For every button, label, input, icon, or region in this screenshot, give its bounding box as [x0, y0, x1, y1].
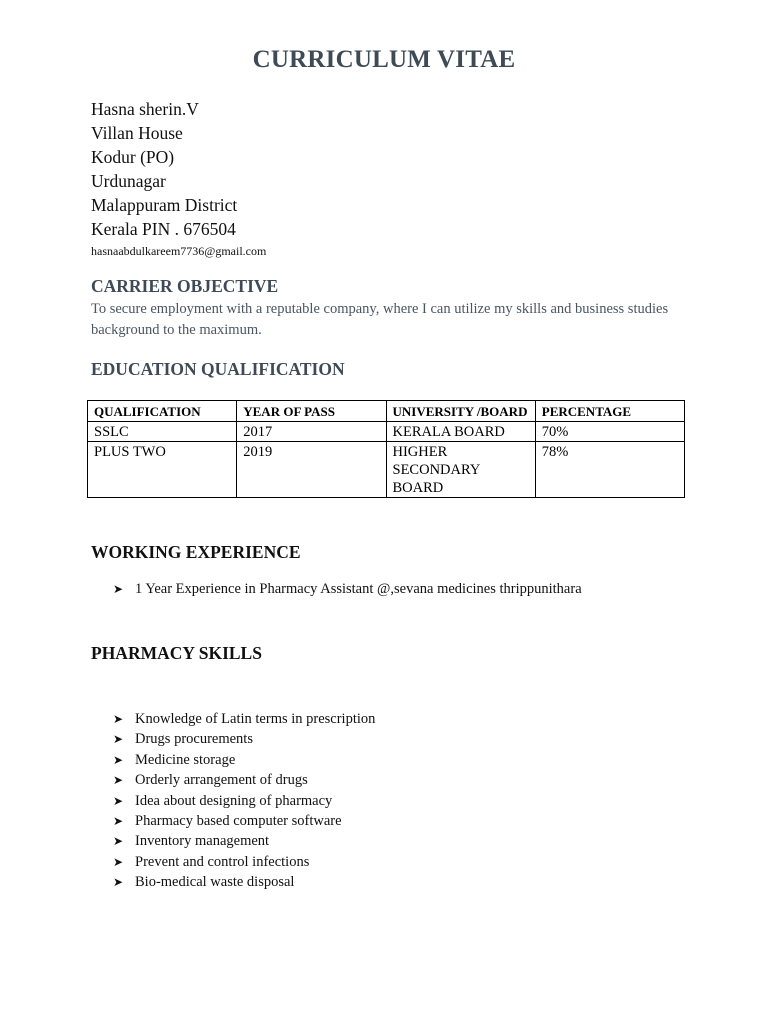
- list-item: [113, 729, 375, 749]
- arrowhead-bullet-icon: ➤: [113, 814, 124, 829]
- table-cell: 2017: [237, 422, 386, 442]
- list-item: [113, 709, 375, 729]
- col-header-board: UNIVERSITY /BOARD: [386, 401, 535, 422]
- table-cell: 70%: [535, 422, 684, 442]
- col-header-qualification: QUALIFICATION: [88, 401, 237, 422]
- table-cell: PLUS TWO: [88, 442, 237, 498]
- table-row: [88, 422, 685, 442]
- arrowhead-bullet-icon: ➤: [113, 834, 124, 849]
- address-district: Malappuram District: [91, 195, 238, 215]
- skills-list: [113, 709, 375, 893]
- arrowhead-bullet-icon: ➤: [113, 752, 124, 767]
- education-table: [87, 400, 685, 498]
- arrowhead-bullet-icon: ➤: [113, 712, 124, 726]
- list-item: [113, 770, 375, 790]
- arrowhead-bullet-icon: ➤: [113, 582, 124, 596]
- table-cell: KERALA BOARD: [386, 422, 535, 442]
- address-house: Villan House: [91, 123, 183, 143]
- list-item-text: Pharmacy based computer software: [135, 813, 342, 830]
- list-item-text: 1 Year Experience in Pharmacy Assistant @,sevana medicines thrippunithara: [135, 581, 582, 597]
- skills-heading: PHARMACY SKILLS: [91, 643, 262, 663]
- col-header-percentage: PERCENTAGE: [535, 401, 684, 422]
- table-cell: SSLC: [88, 422, 237, 442]
- list-item-text: Idea about designing of pharmacy: [135, 792, 333, 809]
- list-item-text: Inventory management: [135, 833, 270, 850]
- list-item-text: Medicine storage: [135, 751, 236, 768]
- experience-heading: WORKING EXPERIENCE: [91, 542, 301, 562]
- page-title: CURRICULUM VITAE: [252, 46, 516, 73]
- table-header-row: [88, 401, 685, 422]
- list-item-text: Orderly arrangement of drugs: [135, 772, 308, 789]
- education-heading: EDUCATION QUALIFICATION: [91, 359, 345, 379]
- arrowhead-bullet-icon: ➤: [113, 854, 124, 869]
- table-cell: HIGHER SECONDARY BOARD: [386, 442, 535, 498]
- list-item: [113, 579, 582, 599]
- table-row: [88, 442, 685, 498]
- address-block: [91, 97, 266, 259]
- list-item: [113, 831, 375, 851]
- list-item-text: Bio-medical waste disposal: [135, 874, 295, 891]
- address-town: Urdunagar: [91, 171, 166, 191]
- address-name: Hasna sherin.V: [91, 99, 199, 119]
- arrowhead-bullet-icon: ➤: [113, 793, 124, 808]
- objective-heading: CARRIER OBJECTIVE: [91, 276, 279, 296]
- list-item-text: Drugs procurements: [135, 731, 253, 748]
- table-cell: 78%: [535, 442, 684, 498]
- address-state-pin: Kerala PIN . 676504: [91, 219, 236, 239]
- list-item: [113, 872, 375, 892]
- objective-text: To secure employment with a reputable company, where I can utilize my skills and business studies background to the maximum.: [91, 301, 669, 338]
- list-item-text: Prevent and control infections: [135, 853, 310, 870]
- address-post-office: Kodur (PO): [91, 147, 175, 167]
- list-item: [113, 750, 375, 770]
- list-item: [113, 852, 375, 872]
- arrowhead-bullet-icon: ➤: [113, 875, 124, 890]
- list-item-text: Knowledge of Latin terms in prescription: [135, 711, 376, 727]
- arrowhead-bullet-icon: ➤: [113, 732, 124, 747]
- table-cell: 2019: [237, 442, 386, 498]
- email-address: hasnaabdulkareem7736@gmail.com: [91, 244, 267, 258]
- col-header-year: YEAR OF PASS: [237, 401, 386, 422]
- list-item: [113, 811, 375, 831]
- experience-list: [113, 579, 582, 599]
- arrowhead-bullet-icon: ➤: [113, 773, 124, 788]
- list-item: [113, 791, 375, 811]
